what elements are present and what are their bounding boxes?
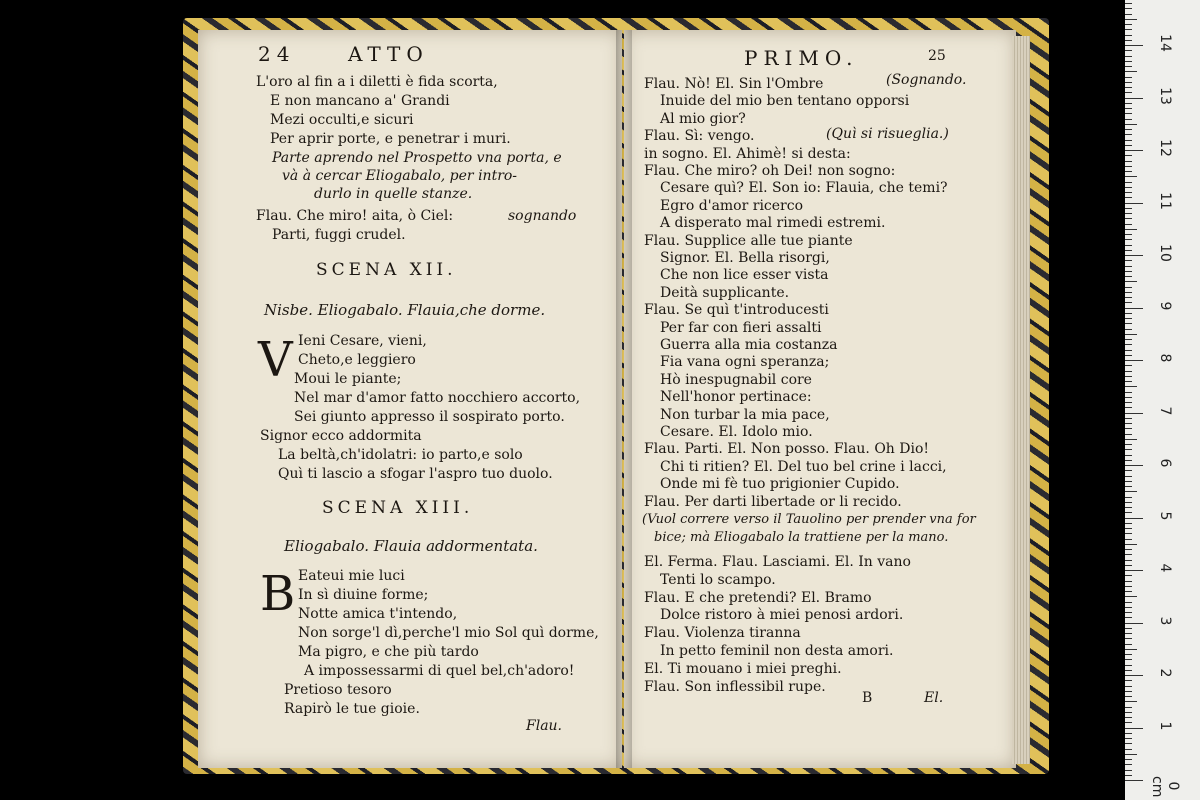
ruler-tick (1125, 455, 1132, 456)
ruler-tick (1125, 560, 1132, 561)
ruler-tick (1125, 129, 1132, 130)
dialogue-line: Flau. Per darti libertade or li recido. (644, 493, 902, 510)
dialogue-line: Al mio gior? (660, 110, 746, 127)
dialogue-line: Flau. Son inflessibil rupe. (644, 678, 826, 695)
drop-cap: B (260, 566, 296, 622)
ruler-tick (1125, 255, 1143, 256)
ruler-tick (1125, 218, 1132, 219)
ruler-tick (1125, 659, 1132, 660)
ruler-tick (1125, 297, 1132, 298)
ruler-tick (1125, 764, 1132, 765)
ruler-tick (1125, 344, 1132, 345)
catchword: Flau. (526, 718, 563, 734)
ruler-tick (1125, 680, 1132, 681)
ruler-tick (1125, 140, 1132, 141)
ruler-tick (1125, 549, 1132, 550)
verse-line: Cheto,e leggiero (298, 352, 416, 368)
ruler-tick (1125, 722, 1132, 723)
ruler-tick (1125, 575, 1132, 576)
signature-mark: B (862, 690, 873, 706)
ruler-tick (1125, 696, 1132, 697)
ruler-tick (1125, 775, 1132, 776)
verse-line: Notte amica t'intendo, (298, 606, 458, 622)
dialogue-line: Flau. E che pretendi? El. Bramo (644, 589, 872, 606)
ruler-tick (1125, 134, 1132, 135)
ruler-tick (1125, 187, 1132, 188)
ruler-tick (1125, 544, 1137, 545)
dialogue-line: Flau. Nò! El. Sin l'Ombre (644, 76, 824, 92)
ruler-tick (1125, 691, 1132, 692)
ruler-tick (1125, 602, 1132, 603)
verse-line: Quì ti lascio a sfogar l'aspro tuo duolo. (278, 466, 553, 482)
drop-cap: V (258, 332, 293, 388)
ruler-tick (1125, 176, 1137, 177)
ruler-tick (1125, 612, 1132, 613)
ruler-tick (1125, 539, 1132, 540)
ruler-tick (1125, 239, 1132, 240)
stage-note: (Quì si risueglia.) (826, 126, 949, 142)
dialogue-line: Inuide del mio ben tentano opporsi (660, 93, 910, 110)
dialogue-line: in sogno. El. Ahimè! si desta: (644, 145, 851, 162)
ruler-tick (1125, 281, 1137, 282)
scene-title: SCENA XIII. (322, 498, 474, 518)
ruler-tick (1125, 50, 1132, 51)
stage-note: sognando (508, 208, 577, 224)
verse-line: In sì diuine forme; (298, 587, 429, 603)
page-number: 25 (928, 48, 946, 64)
measurement-ruler (1125, 0, 1200, 800)
stage-direction: và à cercar Eliogabalo, per intro- (282, 168, 518, 184)
ruler-tick (1125, 596, 1137, 597)
scene-title: SCENA XII. (316, 260, 457, 280)
ruler-tick (1125, 98, 1143, 99)
dialogue-line: Onde mi fè tuo prigionier Cupido. (660, 476, 900, 493)
dialogue-line: Chi ti ritien? El. Del tuo bel crine i lacci, (660, 458, 947, 475)
verse-line: Sei giunto appresso il sospirato porto. (294, 409, 565, 425)
ruler-tick (1125, 376, 1132, 377)
ruler-tick (1125, 77, 1132, 78)
ruler-tick (1125, 554, 1132, 555)
ruler-tick (1125, 449, 1132, 450)
ruler-tick (1125, 103, 1132, 104)
dialogue-line: Cesare quì? El. Son io: Flauia, che temi? (660, 180, 948, 197)
ruler-label: 7 (1157, 406, 1173, 415)
scene-characters: Nisbe. Eliogabalo. Flauia,che dorme. (264, 301, 546, 319)
ruler-tick (1125, 92, 1132, 93)
ruler-tick (1125, 465, 1143, 466)
ruler-tick (1125, 61, 1132, 62)
ruler-tick (1125, 302, 1132, 303)
verse-line: La beltà,ch'idolatri: io parto,e solo (278, 447, 523, 463)
ruler-tick (1125, 439, 1137, 440)
dialogue-line: Guerra alla mia costanza (660, 337, 838, 353)
ruler-label: 12 (1157, 139, 1173, 157)
ruler-tick (1125, 628, 1132, 629)
ruler-tick (1125, 460, 1132, 461)
ruler-tick (1125, 3, 1132, 4)
ruler-tick (1125, 565, 1132, 566)
ruler-tick (1125, 407, 1132, 408)
ruler-tick (1125, 654, 1132, 655)
ruler-tick (1125, 491, 1137, 492)
ruler-tick (1125, 523, 1132, 524)
ruler-tick (1125, 733, 1132, 734)
ruler-label: 1 (1157, 721, 1173, 730)
ruler-tick (1125, 329, 1132, 330)
ruler-tick (1125, 392, 1132, 393)
ruler-tick (1125, 14, 1132, 15)
ruler-tick (1125, 182, 1132, 183)
ruler-tick (1125, 518, 1143, 519)
dialogue-line: Per far con fieri assalti (660, 319, 822, 336)
stage-note: (Sognando. (886, 72, 967, 88)
verse-line: Ieni Cesare, vieni, (298, 333, 427, 349)
ruler-tick (1125, 481, 1132, 482)
ruler-tick (1125, 82, 1132, 83)
left-page (198, 30, 622, 768)
dialogue-line: Egro d'amor ricerco (660, 197, 804, 214)
ruler-tick (1125, 119, 1132, 120)
ruler-tick (1125, 444, 1132, 445)
ruler-tick (1125, 371, 1132, 372)
ruler-tick (1125, 171, 1132, 172)
verse-line: Moui le piante; (294, 371, 402, 387)
ruler-tick (1125, 586, 1132, 587)
ruler-tick (1125, 512, 1132, 513)
dialogue-line: Non turbar la mia pace, (660, 406, 830, 423)
dialogue-line: Flau. Che miro! aita, ò Ciel: (256, 208, 454, 224)
ruler-tick (1125, 145, 1132, 146)
ruler-tick (1125, 313, 1132, 314)
dialogue-line: A disperato mal rimedi estremi. (660, 215, 886, 232)
ruler-label: 9 (1157, 301, 1173, 310)
ruler-tick (1125, 287, 1132, 288)
ruler-tick (1125, 633, 1132, 634)
ruler-tick (1125, 24, 1132, 25)
dialogue-line: Flau. Violenza tiranna (644, 625, 801, 642)
verse-line: Rapirò le tue gioie. (284, 701, 420, 717)
ruler-label: 4 (1157, 563, 1173, 573)
verse-line: Nel mar d'amor fatto nocchiero accorto, (294, 390, 581, 406)
ruler-tick (1125, 276, 1132, 277)
ruler-tick (1125, 155, 1132, 156)
ruler-label: 6 (1157, 458, 1173, 468)
verse-line: A impossessarmi di quel bel,ch'adoro! (304, 663, 575, 679)
ruler-tick (1125, 638, 1132, 639)
dialogue-line: In petto feminil non desta amori. (660, 643, 894, 659)
ruler-tick (1125, 507, 1132, 508)
ruler-tick (1125, 617, 1132, 618)
ruler-tick (1125, 150, 1143, 151)
ruler-tick (1125, 113, 1132, 114)
ruler-label: 10 (1157, 244, 1173, 262)
ruler-tick (1125, 213, 1132, 214)
ruler-label: 2 (1157, 668, 1173, 678)
ruler-tick (1125, 665, 1132, 666)
ruler-tick (1125, 124, 1137, 125)
ruler-label: 14 (1157, 34, 1173, 52)
ruler-tick (1125, 271, 1132, 272)
ruler-tick (1125, 40, 1132, 41)
ruler-tick (1125, 712, 1132, 713)
ruler-tick (1125, 71, 1137, 72)
book-gutter (616, 30, 632, 768)
ruler-label: 3 (1157, 616, 1173, 625)
ruler-tick (1125, 197, 1132, 198)
ruler-tick (1125, 728, 1143, 729)
ruler-tick (1125, 266, 1132, 267)
ruler-tick (1125, 686, 1132, 687)
page-number: 24 (258, 42, 296, 66)
ruler-tick (1125, 245, 1132, 246)
ruler-tick (1125, 360, 1143, 361)
ruler-tick (1125, 675, 1143, 676)
ruler-tick (1125, 208, 1132, 209)
ruler-tick (1125, 402, 1132, 403)
ruler-tick (1125, 470, 1132, 471)
ruler-tick (1125, 754, 1137, 755)
dialogue-line: Flau. Che miro? oh Dei! non sogno: (644, 163, 896, 179)
ruler-tick (1125, 339, 1132, 340)
dialogue-line: Signor. El. Bella risorgi, (660, 250, 830, 266)
ruler-tick (1125, 423, 1132, 424)
stage-direction: durlo in quelle stanze. (314, 186, 473, 202)
ruler-tick (1125, 166, 1132, 167)
ruler-tick (1125, 29, 1132, 30)
verse-line: Eateui mie luci (298, 568, 405, 584)
ruler-label: 8 (1157, 353, 1173, 363)
ruler-tick (1125, 701, 1137, 702)
dialogue-line: El. Ferma. Flau. Lasciami. El. In vano (644, 554, 911, 570)
dialogue-line: Cesare. El. Idolo mio. (660, 424, 813, 440)
ruler-tick (1125, 497, 1132, 498)
ruler-tick (1125, 260, 1132, 261)
text-line: E non mancano a' Grandi (270, 93, 450, 109)
ruler-tick (1125, 203, 1143, 204)
ruler-tick (1125, 644, 1132, 645)
ruler-tick (1125, 355, 1132, 356)
text-line: L'oro al fin a i diletti è fida scorta, (256, 74, 498, 90)
ruler-tick (1125, 759, 1132, 760)
ruler-tick (1125, 607, 1132, 608)
ruler-tick (1125, 397, 1132, 398)
ruler-tick (1125, 581, 1132, 582)
ruler-tick (1125, 350, 1132, 351)
dialogue-line: Deità supplicante. (660, 284, 790, 301)
stage-direction: bice; mà Eliogabalo la trattiene per la mano. (654, 530, 949, 545)
ruler-label: 0 cm (1149, 776, 1181, 798)
ruler-tick (1125, 35, 1132, 36)
verse-line: Signor ecco addormita (260, 428, 422, 444)
dialogue-line: Flau. Sì: vengo. (644, 128, 755, 145)
ruler-tick (1125, 476, 1132, 477)
running-head: ATTO (348, 42, 429, 66)
ruler-tick (1125, 749, 1132, 750)
ruler-tick (1125, 192, 1132, 193)
ruler-tick (1125, 323, 1132, 324)
ruler-tick (1125, 229, 1137, 230)
ruler-label: 5 (1157, 511, 1173, 520)
dialogue-line: Che non lice esser vista (660, 267, 829, 284)
ruler-tick (1125, 502, 1132, 503)
right-page (624, 30, 1016, 768)
ruler-tick (1125, 224, 1132, 225)
dialogue-line: Parti, fuggi crudel. (272, 227, 406, 243)
ruler-tick (1125, 381, 1132, 382)
page-edges (1012, 36, 1030, 764)
ruler-tick (1125, 670, 1132, 671)
text-line: Per aprir porte, e penetrar i muri. (270, 131, 511, 147)
dialogue-line: Flau. Parti. El. Non posso. Flau. Oh Dio! (644, 441, 930, 458)
ruler-tick (1125, 413, 1143, 414)
ruler-tick (1125, 743, 1132, 744)
ruler-tick (1125, 486, 1132, 487)
ruler-label: 13 (1157, 86, 1173, 105)
ruler-tick (1125, 707, 1132, 708)
ruler-tick (1125, 66, 1132, 67)
verse-line: Ma pigro, e che più tardo (298, 644, 479, 660)
ruler-tick (1125, 308, 1143, 309)
ruler-tick (1125, 8, 1132, 9)
ruler-tick (1125, 45, 1143, 46)
ruler-tick (1125, 428, 1132, 429)
text-line: Mezi occulti,e sicuri (270, 112, 414, 128)
ruler-tick (1125, 386, 1137, 387)
ruler-tick (1125, 56, 1132, 57)
ruler-tick (1125, 418, 1132, 419)
ruler-tick (1125, 780, 1143, 781)
catchword: El. (924, 690, 944, 706)
dialogue-line: El. Ti mouano i miei preghi. (644, 660, 842, 677)
ruler-tick (1125, 717, 1132, 718)
ruler-tick (1125, 87, 1132, 88)
ruler-tick (1125, 533, 1132, 534)
dialogue-line: Flau. Supplice alle tue piante (644, 232, 853, 249)
dialogue-line: Fia vana ogni speranza; (660, 354, 830, 371)
dialogue-line: Flau. Se quì t'introducesti (644, 302, 829, 319)
ruler-tick (1125, 108, 1132, 109)
scene-characters: Eliogabalo. Flauia addormentata. (284, 537, 538, 555)
ruler-tick (1125, 365, 1132, 366)
ruler-tick (1125, 318, 1132, 319)
ruler-label: 11 (1157, 191, 1173, 210)
ruler-tick (1125, 234, 1132, 235)
ruler-tick (1125, 770, 1132, 771)
dialogue-line: Dolce ristoro à miei penosi ardori. (660, 607, 904, 624)
running-head: PRIMO. (744, 46, 859, 70)
verse-line: Non sorge'l dì,perche'l mio Sol quì dorme, (298, 625, 599, 641)
verse-line: Pretioso tesoro (284, 682, 392, 698)
ruler-tick (1125, 738, 1132, 739)
ruler-tick (1125, 434, 1132, 435)
stage-direction: (Vuol correre verso il Tauolino per prender vna for (642, 512, 976, 527)
stage-direction: Parte aprendo nel Prospetto vna porta, e (272, 150, 562, 166)
ruler-tick (1125, 591, 1132, 592)
ruler-tick (1125, 649, 1137, 650)
dialogue-line: Tenti lo scampo. (660, 571, 776, 588)
ruler-tick (1125, 528, 1132, 529)
ruler-tick (1125, 250, 1132, 251)
ruler-tick (1125, 19, 1137, 20)
dialogue-line: Hò inespugnabil core (660, 371, 812, 388)
ruler-tick (1125, 570, 1143, 571)
ruler-tick (1125, 161, 1132, 162)
ruler-tick (1125, 334, 1137, 335)
dialogue-line: Nell'honor pertinace: (660, 389, 812, 406)
ruler-tick (1125, 292, 1132, 293)
ruler-tick (1125, 623, 1143, 624)
